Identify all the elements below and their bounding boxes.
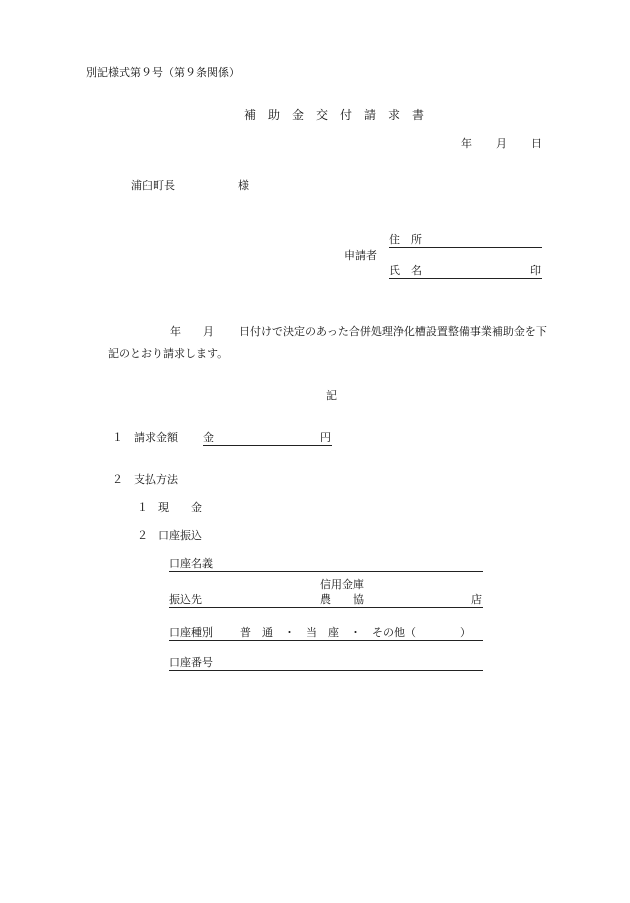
item1-label: 請求金額 [134,431,178,444]
method1-number: １ [137,501,148,514]
ki-heading: 記 [326,389,337,402]
addressee-honorific: 様 [238,179,249,192]
institution-top: 信用金庫 [320,578,364,591]
item2-number: ２ [112,473,123,486]
branch-label: 店 [471,593,482,606]
account-type-label: 口座種別 [169,626,213,639]
date-year: 年 [461,137,472,150]
item1-unit: 円 [320,431,331,444]
name-underline [389,278,542,279]
item1-prefix: 金 [203,431,214,444]
applicant-role: 申請者 [344,249,377,262]
method2-number: ２ [137,529,148,542]
institution-bottom: 農 協 [320,593,364,606]
body-month: 月 [203,325,214,338]
account-name-underline [169,571,483,572]
date-day: 日 [531,137,542,150]
item2-label: 支払方法 [134,473,178,486]
item1-number: １ [112,431,123,444]
method1-label: 現 金 [158,501,202,514]
seal-mark: 印 [530,264,541,277]
document-title: 補 助 金 交 付 請 求 書 [244,108,425,122]
account-type-options: 普 通 ・ 当 座 ・ その他（ ） [240,626,471,639]
method2-label: 口座振込 [158,529,202,542]
form-reference: 別記様式第９号（第９条関係） [86,66,240,79]
address-label: 住 所 [389,233,422,246]
account-number-underline [169,670,483,671]
body-line2: 記のとおり請求します。 [108,347,229,360]
amount-underline [203,445,332,446]
addressee-name: 浦臼町長 [131,179,175,192]
transfer-to-label: 振込先 [169,593,202,606]
name-label: 氏 名 [389,264,422,277]
body-year: 年 [170,325,181,338]
account-type-underline [169,640,483,641]
account-name-label: 口座名義 [169,557,213,570]
address-underline [389,247,542,248]
date-month: 月 [496,137,507,150]
transfer-to-underline [169,607,483,608]
body-line1-rest: 日付けで決定のあった合併処理浄化槽設置整備事業補助金を下 [239,325,547,338]
account-number-label: 口座番号 [169,656,213,669]
